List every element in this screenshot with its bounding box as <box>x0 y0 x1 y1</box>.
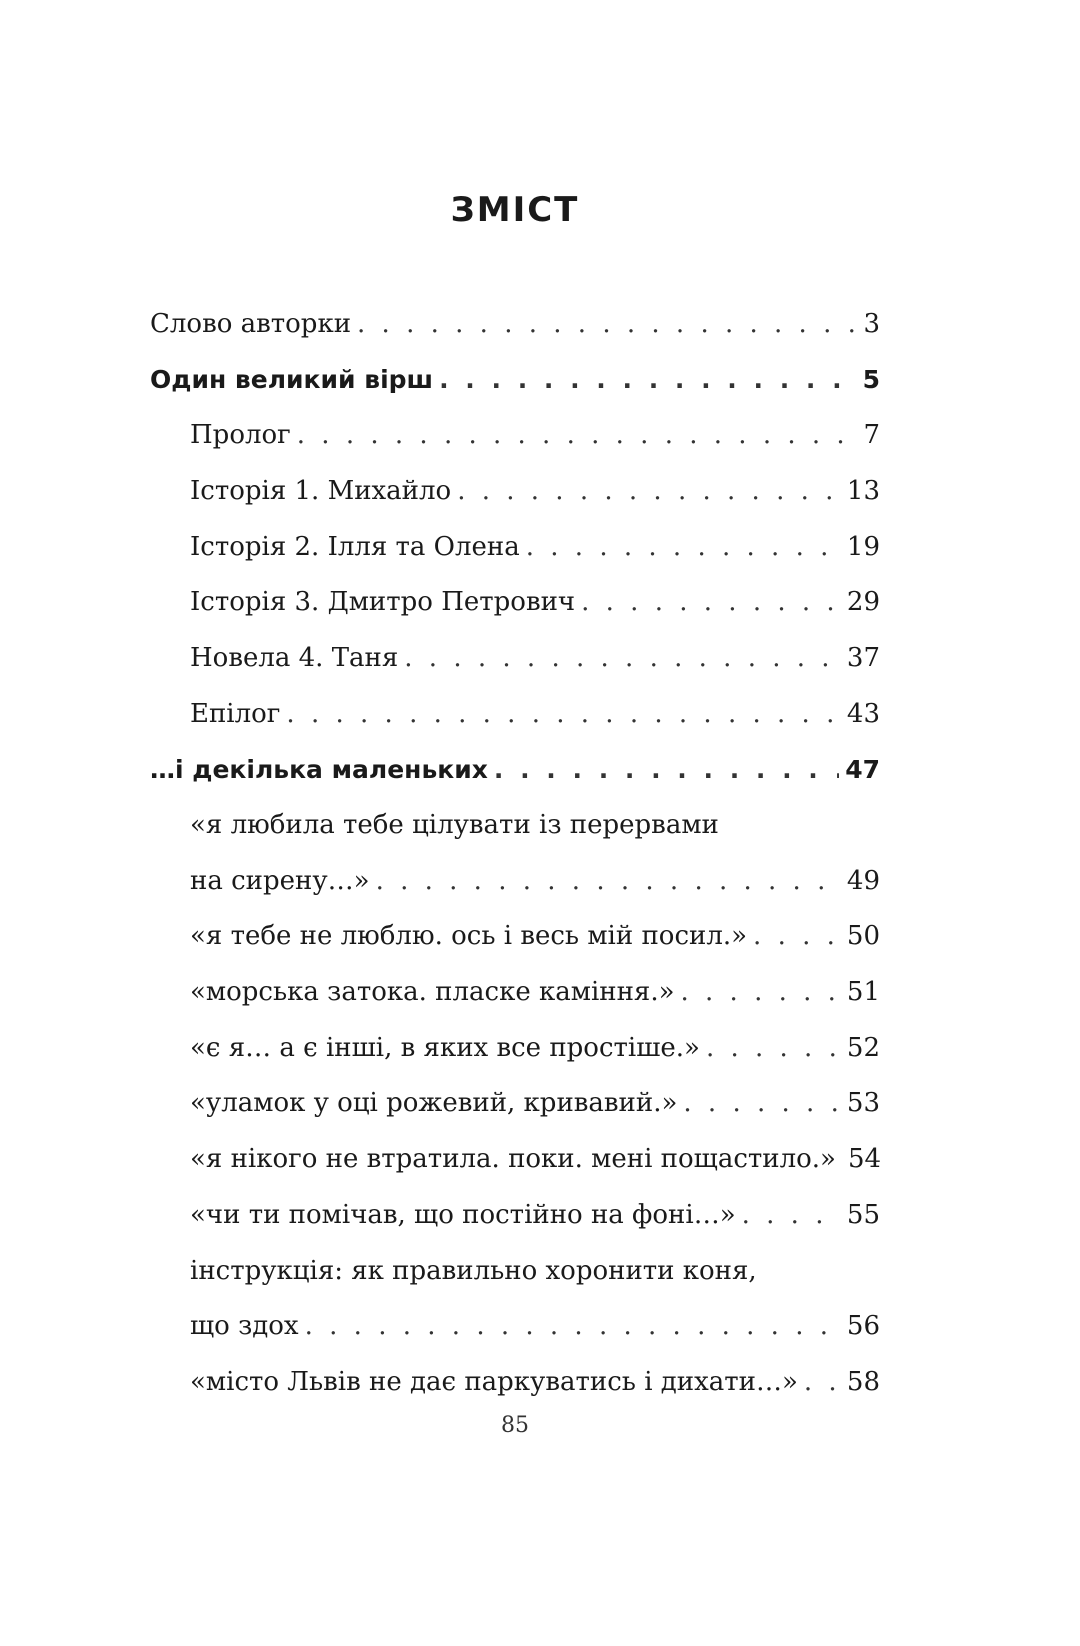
toc-section <box>150 352 880 408</box>
toc-entry-title: Історія 2. Ілля та Олена <box>190 531 520 562</box>
toc-entry-title: Один великий вірш <box>150 365 434 395</box>
toc-entry-title: що здох <box>190 1311 299 1342</box>
toc-entry-page: 47 <box>845 754 880 784</box>
toc-entry-title: «я тебе не люблю. ось і весь мій посил.» <box>190 921 748 952</box>
toc-entry-title: Історія 3. Дмитро Петрович <box>190 587 576 618</box>
toc-entry-page: 49 <box>846 865 880 896</box>
toc-entry-title: на сирену…» <box>190 865 370 896</box>
dot-leader <box>439 365 857 394</box>
toc-entry-title: «уламок у оці рожевий, кривавий.» <box>190 1088 678 1119</box>
toc-entry <box>150 519 880 575</box>
toc-entry-title: Пролог <box>190 420 291 451</box>
dot-leader <box>305 1311 841 1341</box>
dot-leader <box>457 476 841 506</box>
toc-entry <box>150 1076 880 1132</box>
dot-leader <box>357 309 857 339</box>
toc-entry <box>150 630 880 686</box>
page-title: ЗМІСТ <box>450 190 580 230</box>
dot-leader <box>286 699 840 729</box>
toc-entry <box>150 686 880 742</box>
toc-entry-title: «я любила тебе цілувати із перервами <box>190 810 719 841</box>
toc-entry-page: 37 <box>846 642 880 673</box>
dot-leader <box>404 643 841 673</box>
toc-entry <box>150 909 880 965</box>
table-of-contents <box>150 296 880 1410</box>
toc-entry-title: «морська затока. пласке каміння.» <box>190 977 675 1008</box>
toc-entry-page: 29 <box>846 587 880 618</box>
dot-leader <box>581 587 841 617</box>
toc-entry-title: Історія 1. Михайло <box>190 475 452 506</box>
toc-entry <box>150 1187 880 1243</box>
toc-entry-page: 56 <box>846 1311 880 1342</box>
dot-leader <box>494 755 839 784</box>
toc-entry-page: 53 <box>846 1088 880 1119</box>
toc-entry-continued <box>150 1243 880 1299</box>
dot-leader <box>376 866 841 896</box>
toc-entry <box>150 296 880 352</box>
dot-leader <box>804 1367 841 1397</box>
toc-entry-page: 54 <box>847 1144 882 1175</box>
toc-entry <box>150 1298 880 1354</box>
toc-entry-page: 3 <box>863 308 880 339</box>
toc-entry <box>150 853 880 909</box>
toc-entry <box>150 407 880 463</box>
toc-entry-title: Новела 4. Таня <box>190 642 399 673</box>
toc-entry-page: 5 <box>862 365 880 395</box>
dot-leader <box>683 1088 841 1118</box>
toc-entry-title: «місто Львів не дає паркуватись і дихати…» <box>190 1366 798 1397</box>
toc-entry-page: 7 <box>863 420 880 451</box>
toc-entry <box>150 964 880 1020</box>
toc-entry-title: інструкція: як правильно хоронити коня, <box>190 1255 757 1286</box>
dot-leader <box>706 1033 841 1063</box>
toc-entry-continued <box>150 797 880 853</box>
toc-entry <box>150 463 880 519</box>
toc-entry <box>150 1020 880 1076</box>
toc-section <box>150 742 880 798</box>
toc-entry-title: Епілог <box>190 698 281 729</box>
toc-entry <box>150 1354 880 1410</box>
toc-entry-page: 50 <box>846 921 880 952</box>
toc-entry <box>150 574 880 630</box>
toc-entry-title: «є я… а є інші, в яких все простіше.» <box>190 1032 700 1063</box>
dot-leader <box>526 532 841 562</box>
page-number: 85 <box>501 1413 529 1438</box>
toc-entry-title: …і декілька маленьких <box>150 754 488 784</box>
dot-leader <box>297 420 858 450</box>
toc-entry <box>150 1131 880 1187</box>
toc-entry-page: 55 <box>846 1199 880 1230</box>
toc-entry-page: 51 <box>846 977 880 1008</box>
toc-entry-page: 58 <box>846 1366 880 1397</box>
dot-leader <box>753 921 841 951</box>
toc-entry-title: «я нікого не втратила. поки. мені пощастило.» <box>190 1144 836 1175</box>
toc-entry-title: «чи ти помічав, що постійно на фоні…» <box>190 1199 736 1230</box>
toc-entry-page: 13 <box>846 475 880 506</box>
toc-entry-page: 43 <box>846 698 880 729</box>
dot-leader <box>742 1200 841 1230</box>
toc-entry-page: 52 <box>846 1032 880 1063</box>
toc-entry-page: 19 <box>846 531 880 562</box>
dot-leader <box>681 977 841 1007</box>
toc-entry-title: Слово авторки <box>150 308 352 339</box>
